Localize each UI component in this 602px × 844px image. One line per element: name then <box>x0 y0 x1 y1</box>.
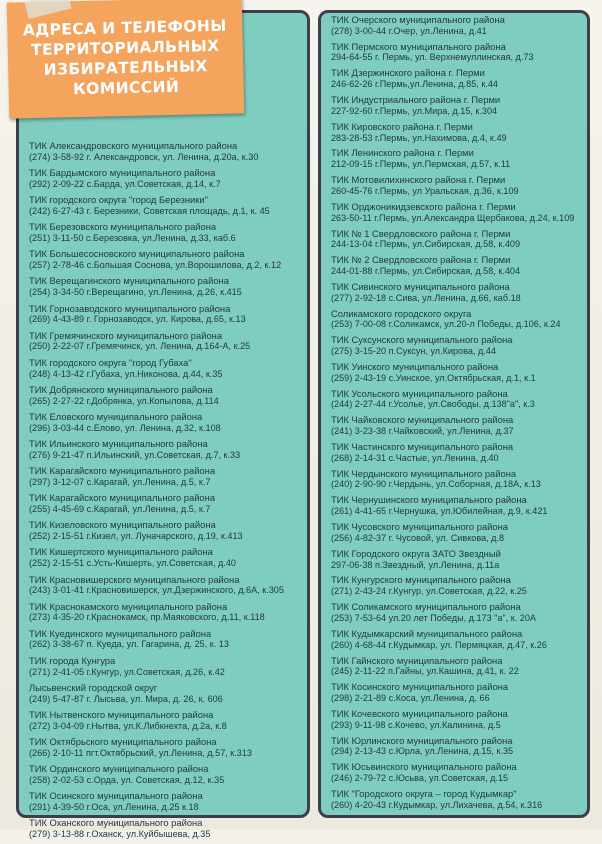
commission-entry <box>19 411 307 438</box>
commission-contact: (252) 2-15-51 с.Усть-Кишерть, ул.Советская, д.40 <box>29 558 236 569</box>
commission-name: ТИК Верещагинского муниципального района <box>29 275 229 287</box>
commission-contact: (297) 3-12-07 с.Карагай, ул.Ленина, д.5, к.7 <box>29 476 211 487</box>
commission-entry <box>19 817 307 844</box>
left-column <box>16 10 310 840</box>
commission-name: ТИК Орджоникидзевского района г. Перми <box>331 200 516 212</box>
left-entry-list <box>19 140 307 844</box>
commission-contact: (248) 4-13-42 г.Губаха, ул.Никонова, д.44, к.35 <box>29 368 223 379</box>
commission-name: Соликамского городского округа <box>331 307 472 319</box>
commission-contact: (243) 3-01-41 г.Красновишерск, ул.Дзержинского, д.6А, к.305 <box>29 585 284 596</box>
commission-name: ТИК Мотовилихинского района г. Перми <box>331 174 506 186</box>
heading-label <box>7 0 245 119</box>
commission-name: ТИК Осинского муниципального района <box>29 790 203 802</box>
commission-contact: (298) 2-21-89 с.Коса, ул.Ленина, д. 66 <box>331 692 490 703</box>
commission-contact: (250) 2-22-07 г.Гремячинск, ул. Ленина, д.164-А, к.25 <box>29 341 251 352</box>
commission-contact: (256) 4-82-37 г. Чусовой, ул. Сивкова, д.8 <box>331 532 505 543</box>
commission-entry <box>19 628 307 655</box>
commission-name: ТИК "Городского округа – город Кудымкар" <box>331 787 517 799</box>
commission-contact: (258) 2-02-53 с.Орда, ул. Советская, д.12, к.35 <box>29 774 225 785</box>
commission-entry <box>321 334 587 361</box>
commission-entry <box>321 655 587 682</box>
commission-entry <box>19 574 307 601</box>
commission-contact: (253) 7-53-64 ул.20 лет Победы, д.173 "а", к. 20А <box>331 612 536 623</box>
commission-entry <box>19 194 307 221</box>
heading-title: АДРЕСА И ТЕЛЕФОНЫ ТЕРРИТОРИАЛЬНЫХ ИЗБИРАТЕЛЬНЫХ КОМИССИЙ <box>22 16 227 99</box>
commission-name: ТИК Кочевского муниципального района <box>331 707 508 719</box>
commission-name: ТИК Оханского муниципального района <box>29 817 203 829</box>
commission-entry <box>19 275 307 302</box>
commission-entry <box>321 708 587 735</box>
commission-contact: 260-45-76 г.Пермь, ул Уральская, д.36, к.109 <box>331 185 519 196</box>
commission-name: ТИК Гремячинского муниципального района <box>29 329 223 341</box>
commission-name: ТИК Кунгурского муниципального района <box>331 574 511 586</box>
commission-contact: (260) 4-20-43 г.Кудымкар, ул.Лихачева, д.54, к.316 <box>331 799 543 810</box>
commission-name: ТИК Красновишерского муниципального района <box>29 573 240 585</box>
commission-name: ТИК Александровского муниципального района <box>29 140 238 151</box>
commission-contact: (272) 3-04-09 г.Нытва, ул.К.Либкнехта, д.2а, к.8 <box>29 720 227 731</box>
commission-contact: (293) 9-11-98 с.Кочево, ул.Калинина, д.5 <box>331 719 501 730</box>
commission-contact: 283-28-53 г.Пермь, ул.Нахимова, д.4, к.49 <box>331 132 507 143</box>
commission-name: ТИК Юсьвинского муниципального района <box>331 761 517 773</box>
commission-entry <box>321 414 587 441</box>
commission-contact: 244-13-04 г.Пермь, ул.Сибирская, д.58, к.409 <box>331 239 521 250</box>
commission-entry <box>19 357 307 384</box>
commission-contact: (269) 4-43-89 г. Горнозаводск, ул. Кирова, д.65, к.13 <box>29 314 246 325</box>
commission-name: ТИК городского округа "город Березники" <box>29 194 208 206</box>
commission-contact: (257) 2-78-46 с.Большая Соснова, ул.Ворошилова, д.2, к.12 <box>29 260 282 271</box>
commission-name: ТИК Сивинского муниципального района <box>331 280 510 292</box>
commission-entry <box>19 384 307 411</box>
commission-contact: 294-64-55 г. Пермь, ул. Верхнемуллинская, д.73 <box>331 52 534 63</box>
commission-entry <box>19 167 307 194</box>
commission-entry <box>321 201 587 228</box>
commission-entry <box>321 388 587 415</box>
commission-name: ТИК Соликамского муниципального района <box>331 601 521 613</box>
commission-contact: (240) 2-90-90 г.Чердынь, ул.Соборная, д.18А, к.13 <box>331 479 541 490</box>
commission-name: ТИК Краснокамского муниципального района <box>29 600 228 612</box>
commission-name: ТИК Уинского муниципального района <box>331 360 499 372</box>
commission-entry <box>19 601 307 628</box>
commission-name: ТИК Пермского муниципального района <box>331 40 506 52</box>
commission-contact: (251) 3-11-50 с.Березовка, ул.Ленина, д.33, каб.6 <box>29 233 236 244</box>
commission-contact: (249) 5-47-87 г. Лысьва, ул. Мира, д. 26, к. 606 <box>29 693 223 704</box>
commission-contact: (246) 2-79-72 с.Юсьва, ул.Советская, д.15 <box>331 773 509 784</box>
commission-contact: (268) 2-14-31 с.Частые, ул.Ленина, д.40 <box>331 452 499 463</box>
commission-name: ТИК Индустриального района г. Перми <box>331 94 501 106</box>
commission-name: ТИК города Кунгура <box>29 654 116 666</box>
commission-entry <box>321 494 587 521</box>
commission-entry <box>321 94 587 121</box>
commission-contact: (266) 2-10-11 пгт.Октябрьский, ул.Ленина, д.57, к.313 <box>29 747 252 758</box>
right-entry-list <box>321 14 587 815</box>
commission-name: ТИК Ординского муниципального района <box>29 763 209 775</box>
commission-name: ТИК Кишертского муниципального района <box>29 546 213 558</box>
commission-entry <box>321 228 587 255</box>
commission-contact: (279) 3-13-88 г.Оханск, ул.Куйбышева, д.35 <box>29 829 211 840</box>
commission-entry <box>321 681 587 708</box>
commission-entry <box>321 441 587 468</box>
commission-name: ТИК Чердынского муниципального района <box>331 467 517 479</box>
commission-contact: (241) 3-23-38 г.Чайковский, ул.Ленина, д.37 <box>331 426 514 437</box>
commission-entry <box>19 303 307 330</box>
commission-entry <box>321 121 587 148</box>
commission-contact: (252) 2-15-51 г.Кизел, ул. Луначарского, д.19, к.413 <box>29 531 243 542</box>
commission-name: ТИК городского округа "город Губаха" <box>29 356 192 368</box>
commission-contact: (262) 3-38-67 п. Куеда, ул. Гагарина, д. 25, к. 13 <box>29 639 229 650</box>
commission-contact: (278) 3-00-44 г.Очер, ул.Ленина, д.41 <box>331 25 487 36</box>
commission-entry <box>19 492 307 519</box>
commission-contact: (274) 3-58-92 г. Александровск, ул. Ленина, д.20а, к.30 <box>29 151 259 162</box>
commission-entry <box>321 361 587 388</box>
commission-entry <box>19 763 307 790</box>
commission-name: ТИК Гайнского муниципального района <box>331 654 503 666</box>
commission-entry <box>321 628 587 655</box>
commission-name: ТИК Ленинского района г. Перми <box>331 147 474 159</box>
commission-contact: (276) 9-21-47 п.Ильинский, ул.Советская, д.7, к.33 <box>29 449 241 460</box>
commission-name: Лысьвенский городской округ <box>29 681 158 693</box>
commission-entry <box>321 67 587 94</box>
commission-name: ТИК Городского округа ЗАТО Звездный <box>331 547 501 559</box>
commission-entry <box>321 14 587 41</box>
commission-name: ТИК Юрлинского муниципального района <box>331 734 513 746</box>
commission-contact: 244-01-88 г.Пермь, ул.Сибирская, д.58, к.404 <box>331 265 521 276</box>
commission-contact: 227-92-60 г.Пермь, ул.Мира, д.15, к.304 <box>331 105 498 116</box>
commission-contact: (244) 2-27-44 г.Усолье, ул.Свободы, д.138"а", к.3 <box>331 399 535 410</box>
commission-entry <box>19 546 307 573</box>
commission-entry <box>321 41 587 68</box>
commission-name: ТИК Ильинского муниципального района <box>29 438 208 450</box>
commission-contact: (296) 3-03-44 с.Елово, ул. Ленина, д.32, к.108 <box>29 422 221 433</box>
commission-name: ТИК Нытвенского муниципального района <box>29 708 214 720</box>
commission-entry <box>19 709 307 736</box>
commission-entry <box>19 790 307 817</box>
commission-name: ТИК Бардымского муниципального района <box>29 167 216 179</box>
commission-contact: (259) 2-43-19 с.Уинское, ул.Октябрьская, д.1, к.1 <box>331 372 536 383</box>
commission-name: ТИК № 2 Свердловского района г. Перми <box>331 254 511 266</box>
commission-entry <box>19 682 307 709</box>
commission-name: ТИК Косинского муниципального района <box>331 681 509 693</box>
commission-entry <box>321 147 587 174</box>
commission-entry <box>321 521 587 548</box>
commission-name: ТИК Карагайского муниципального района <box>29 465 216 477</box>
commission-entry <box>19 465 307 492</box>
commission-name: ТИК Усольского муниципального района <box>331 387 508 399</box>
commission-contact: (260) 4-68-44 г.Кудымкар, ул. Пермяцкая, д.47, к.26 <box>331 639 547 650</box>
commission-entry <box>321 761 587 788</box>
commission-name: ТИК Кудымкарский муниципального района <box>331 627 523 639</box>
commission-contact: (271) 2-41-05 г.Кунгур, ул.Советская, д.26, к.42 <box>29 666 225 677</box>
commission-contact: (255) 4-45-69 с.Карагай, ул.Ленина, д.5, к.7 <box>29 504 211 515</box>
commission-name: ТИК Карагайского муниципального района <box>29 492 216 504</box>
commission-name: ТИК Чусовского муниципального района <box>331 521 508 533</box>
commission-name: ТИК Большесосновского муниципального района <box>29 248 245 260</box>
commission-contact: (242) 6-27-43 г. Березники, Советская площадь, д.1, к. 45 <box>29 205 270 216</box>
commission-contact: (253) 7-00-08 г.Соликамск, ул.20-л Победы, д.106, к.24 <box>331 319 561 330</box>
commission-entry <box>19 330 307 357</box>
commission-contact: (245) 2-11-22 п.Гайны, ул.Кашина, д.41, к. 22 <box>331 666 519 677</box>
commission-name: ТИК Очерского муниципального района <box>331 14 505 25</box>
commission-contact: (275) 3-15-20 п.Суксун, ул.Кирова, д.44 <box>331 346 496 357</box>
commission-contact: (277) 2-92-18 с.Сива, ул.Ленина, д.66, каб.18 <box>331 292 521 303</box>
commission-name: ТИК Частинского муниципального района <box>331 441 514 452</box>
commission-contact: (294) 2-13-43 с.Юрла, ул.Ленина, д.15, к.35 <box>331 746 514 757</box>
commission-contact: (254) 3-34-50 г.Верещагино, ул.Ленина, д.26, к.415 <box>29 287 242 298</box>
commission-entry <box>321 468 587 495</box>
commission-name: ТИК Добрянского муниципального района <box>29 383 213 395</box>
commission-contact: 297-06-38 п.Звездный, ул.Ленина, д.11а <box>331 559 500 570</box>
commission-entry <box>321 548 587 575</box>
commission-entry <box>19 519 307 546</box>
commission-name: ТИК Кировского района г. Перми <box>331 120 473 132</box>
commission-contact: (261) 4-41-65 г.Чернушка, ул.Юбилейная, д.9, к.421 <box>331 506 548 517</box>
commission-entry <box>321 308 587 335</box>
commission-entry <box>321 281 587 308</box>
commission-name: ТИК Еловского муниципального района <box>29 410 203 422</box>
commission-contact: 246-62-26 г.Пермь,ул.Ленина, д.85, к.44 <box>331 79 498 90</box>
commission-name: ТИК Березовского муниципального района <box>29 221 217 233</box>
commission-contact: (273) 4-35-20 г.Краснокамск, пр.Маяковского, д.11, к.118 <box>29 612 265 623</box>
commission-contact: (291) 4-39-50 г.Оса, ул.Ленина, д.25 к.18 <box>29 802 199 813</box>
commission-name: ТИК Чернушинского муниципального района <box>331 494 527 506</box>
commission-entry <box>321 601 587 628</box>
commission-name: ТИК № 1 Свердловского района г. Перми <box>331 227 511 239</box>
commission-contact: (271) 2-43-24 г.Кунгур, ул.Советская, д.22, к.25 <box>331 586 527 597</box>
commission-name: ТИК Октябрьского муниципального района <box>29 736 217 748</box>
commission-contact: (292) 2-09-22 с.Барда, ул.Советская, д.14, к.7 <box>29 178 221 189</box>
commission-entry <box>19 140 307 167</box>
commission-name: ТИК Кизеловского муниципального района <box>29 519 216 531</box>
commission-entry <box>19 655 307 682</box>
commission-entry <box>19 438 307 465</box>
commission-entry <box>321 574 587 601</box>
commission-entry <box>19 248 307 275</box>
commission-contact: 263-50-11 г.Пермь, ул.Александра Щербакова, д.24, к.109 <box>331 212 575 223</box>
commission-name: ТИК Куединского муниципального района <box>29 627 212 639</box>
commission-name: ТИК Горнозаводского муниципального района <box>29 302 231 314</box>
commission-name: ТИК Чайковского муниципального района <box>331 414 514 426</box>
commission-entry <box>321 254 587 281</box>
commission-entry <box>321 735 587 762</box>
commission-entry <box>19 736 307 763</box>
commission-name: ТИК Дзержинского района г. Перми <box>331 67 485 79</box>
commission-entry <box>321 174 587 201</box>
commission-contact: 212-09-15 г.Пермь, ул.Пермская, д.57, к.11 <box>331 159 511 170</box>
commission-entry <box>321 788 587 815</box>
commission-entry <box>19 221 307 248</box>
commission-name: ТИК Суксунского муниципального района <box>331 334 513 346</box>
right-column <box>318 10 590 818</box>
commission-contact: (265) 2-27-22 г.Добрянка, ул.Копылова, д.114 <box>29 395 219 406</box>
